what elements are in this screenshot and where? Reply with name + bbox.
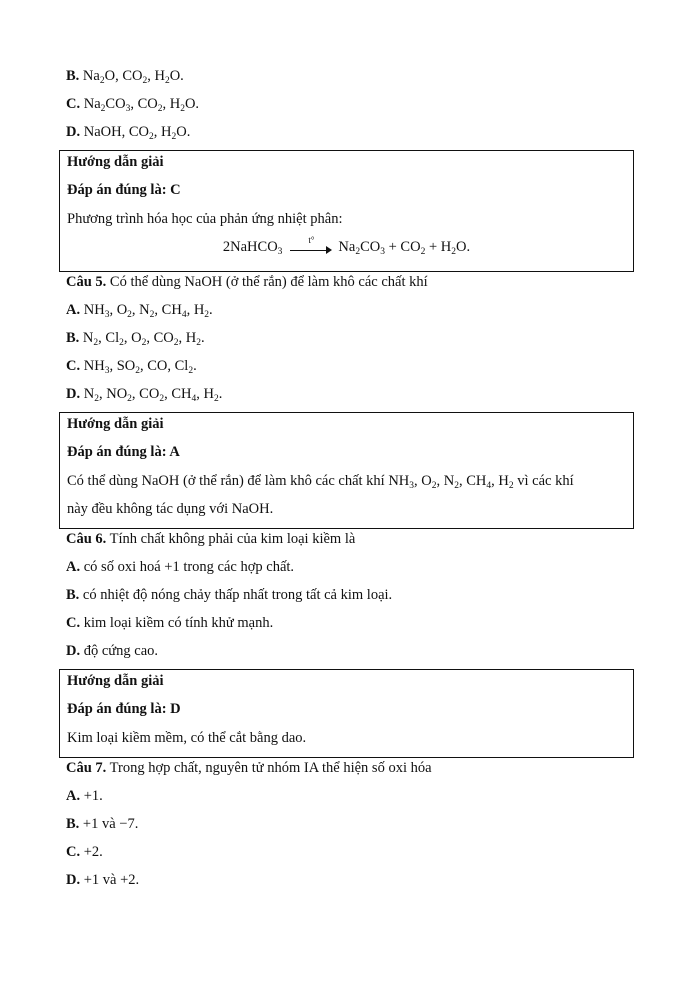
solution-heading	[67, 414, 164, 434]
solution-heading-text: Hướng dẫn giải	[67, 673, 164, 689]
question-6-option-a	[66, 557, 294, 577]
solution-heading-text: Hướng dẫn giải	[67, 416, 164, 432]
option-key: B.	[66, 330, 80, 346]
option-text: $N_2$, $NO_2$, $CO_2$, $CH_4$, $H_2$.	[83, 386, 223, 404]
chemical-equation	[60, 237, 633, 257]
question-6-option-b	[66, 585, 392, 605]
option-text: $NH_3$, $SO_2$, CO, $Cl_2$.	[83, 358, 197, 376]
question-5-stem	[66, 272, 428, 292]
option-text: kim loại kiềm có tính khử mạnh.	[83, 615, 274, 631]
question-5-option-d	[66, 384, 222, 404]
question-7-option-a	[66, 786, 103, 806]
option-text: +1.	[83, 788, 103, 804]
solution-box-question-6	[59, 669, 634, 758]
option-text: +1 và +2.	[83, 872, 140, 888]
option-text: +2.	[83, 844, 103, 860]
option-text: $NH_3$, $O_2$, $N_2$, $CH_4$, $H_2$.	[83, 302, 213, 320]
option-text: $Na_2CO_3$, $CO_2$, $H_2O$.	[83, 96, 200, 114]
option-key: C.	[66, 615, 81, 631]
question-number: Câu 6.	[66, 531, 107, 547]
option-text: độ cứng cao.	[83, 643, 159, 659]
explanation-line: Phương trình hóa học của phản ứng nhiệt phân:	[67, 211, 343, 227]
solution-box-question-4	[59, 150, 634, 272]
explanation-line: này đều không tác dụng với NaOH.	[67, 501, 274, 517]
option-key: D.	[66, 872, 81, 888]
question-5-option-c	[66, 356, 197, 376]
question-text: Tính chất không phải của kim loại kiềm là	[106, 531, 356, 547]
option-text: NaOH, $CO_2$, $H_2O$.	[83, 124, 191, 142]
option-text: có nhiệt độ nóng chảy thấp nhất trong tất cả kim loại.	[82, 587, 393, 603]
arrow-condition-label: t°	[308, 235, 315, 245]
question-6-stem	[66, 529, 355, 549]
solution-heading	[67, 152, 164, 172]
question-6-option-d	[66, 641, 158, 661]
question-text: Trong hợp chất, nguyên tử nhóm IA thể hiện số oxi hóa	[106, 760, 432, 776]
question-7-option-b	[66, 814, 138, 834]
correct-answer	[67, 699, 181, 719]
solution-heading-text: Hướng dẫn giải	[67, 154, 164, 170]
option-text: có số oxi hoá +1 trong các hợp chất.	[83, 559, 295, 575]
solution-box-question-5	[59, 412, 634, 529]
option-key: B.	[66, 587, 80, 603]
correct-answer-text: Đáp án đúng là: A	[67, 444, 180, 460]
option-text: $N_2$, $Cl_2$, $O_2$, $CO_2$, $H_2$.	[82, 330, 205, 348]
option-key: C.	[66, 358, 81, 374]
solution-heading	[67, 671, 164, 691]
option-key: B.	[66, 816, 80, 832]
explanation-line: Có thể dùng NaOH (ở thể rắn) để làm khô các chất khí $NH_3$, $O_2$, $N_2$, $CH_4$, $H_2$ vì các khí	[67, 473, 574, 491]
correct-answer	[67, 442, 180, 462]
question-7-option-c	[66, 842, 103, 862]
equation-products: $Na_2CO_3 + CO_2 + H_2O$.	[338, 239, 471, 257]
option-key: B.	[66, 68, 80, 84]
question-text: Có thể dùng NaOH (ở thể rắn) để làm khô các chất khí	[106, 274, 428, 290]
option-key: A.	[66, 559, 81, 575]
equation-reactants: 2NaHCO$_3$	[222, 239, 283, 257]
explanation-line: Kim loại kiềm mềm, có thể cắt bằng dao.	[67, 730, 307, 746]
correct-answer	[67, 180, 181, 200]
reaction-arrow-icon	[290, 237, 332, 257]
question-7-stem	[66, 758, 432, 778]
option-key: D.	[66, 124, 81, 140]
option-key: A.	[66, 788, 81, 804]
option-key: D.	[66, 643, 81, 659]
question-number: Câu 7.	[66, 760, 107, 776]
option-key: C.	[66, 96, 81, 112]
option-text: +1 và −7.	[82, 816, 139, 832]
option-key: A.	[66, 302, 81, 318]
option-text: $Na_2O$, $CO_2$, $H_2O$.	[82, 68, 184, 86]
question-5-option-b	[66, 328, 205, 348]
option-key: D.	[66, 386, 81, 402]
correct-answer-text: Đáp án đúng là: D	[67, 701, 181, 717]
question-number: Câu 5.	[66, 274, 107, 290]
question-7-option-d	[66, 870, 139, 890]
question-4-option-b	[66, 66, 184, 86]
question-4-option-c	[66, 94, 199, 114]
question-4-option-d	[66, 122, 190, 142]
question-6-option-c	[66, 613, 273, 633]
correct-answer-text: Đáp án đúng là: C	[67, 182, 181, 198]
option-key: C.	[66, 844, 81, 860]
question-5-option-a	[66, 300, 213, 320]
